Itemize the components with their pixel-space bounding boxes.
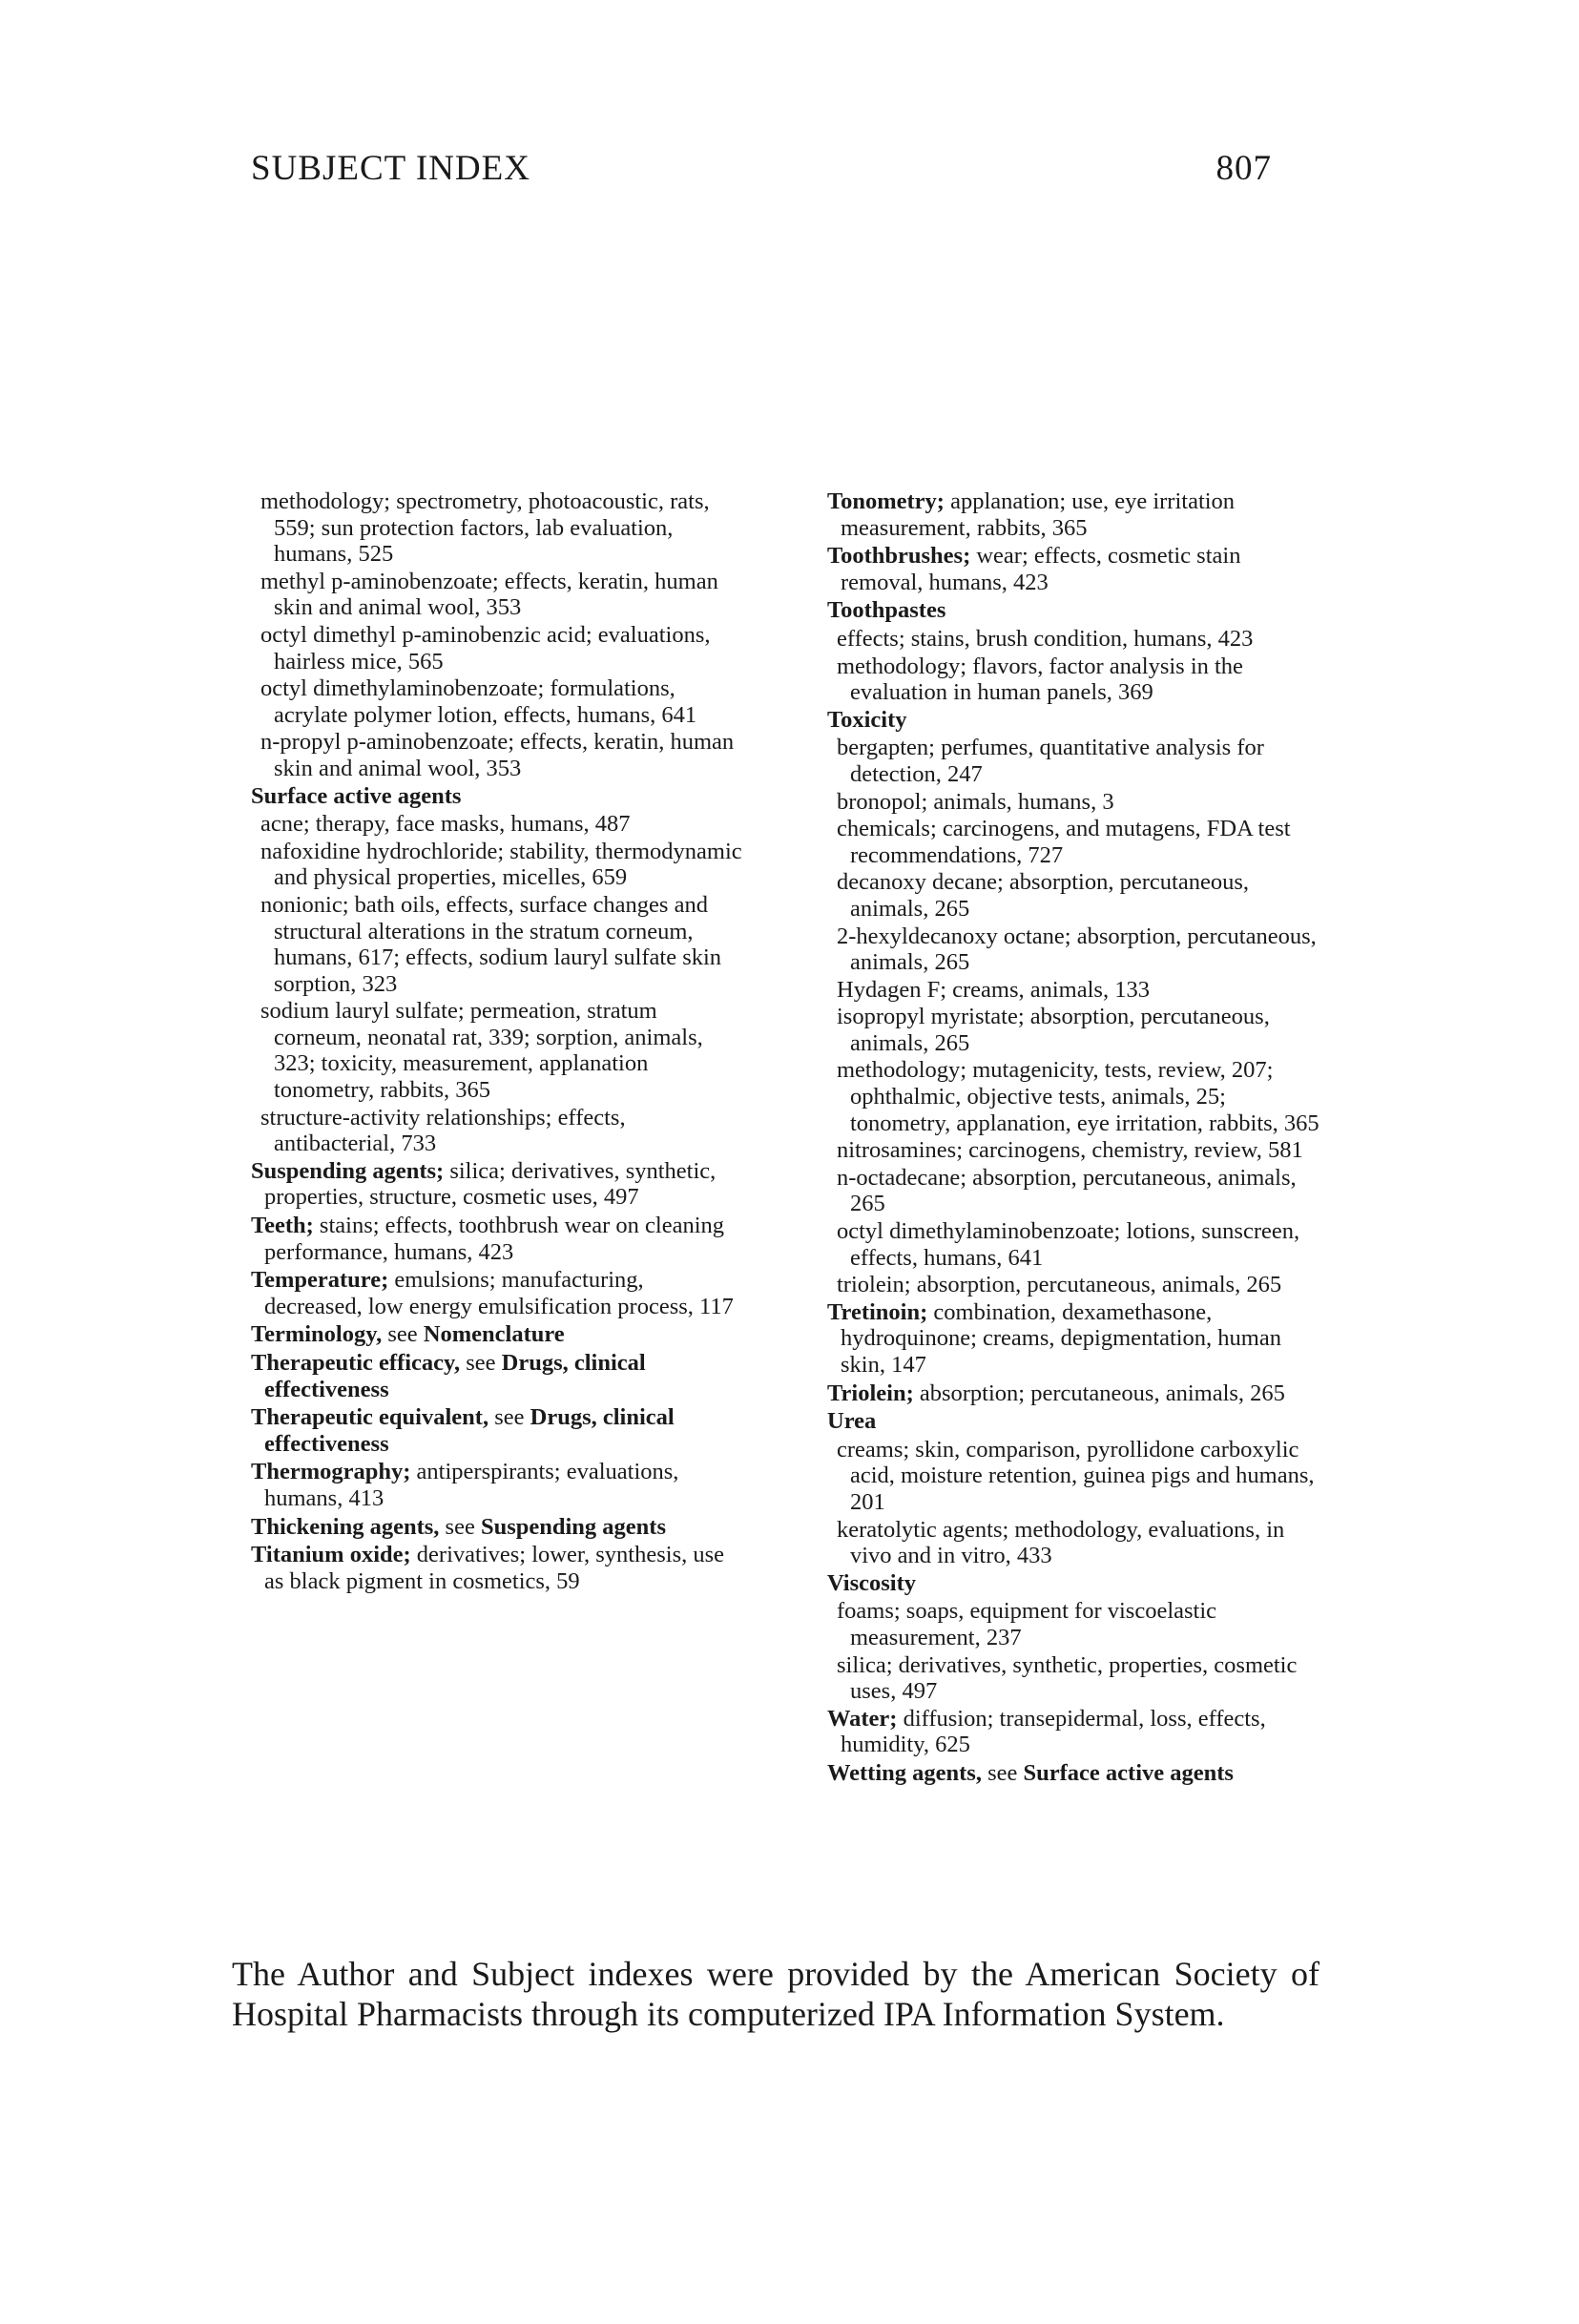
- index-entry: [251, 1459, 747, 1511]
- index-subentry: effects; stains, brush condition, humans, 423: [837, 625, 1254, 652]
- index-entry-text: antiperspirants; evaluations, humans, 413: [264, 1459, 679, 1511]
- index-entry: [251, 1542, 747, 1594]
- page-number: 807: [1215, 149, 1272, 188]
- index-subentry: isopropyl myristate; absorption, percutaneous, animals, 265: [837, 1004, 1270, 1056]
- index-entry-text: see: [488, 1404, 530, 1431]
- index-entry-text: see: [439, 1513, 481, 1540]
- cross-reference: Surface active agents: [1023, 1759, 1234, 1786]
- index-entry-text: wear; effects, cosmetic stain removal, humans, 423: [841, 543, 1241, 595]
- index-subentry: nitrosamines; carcinogens, chemistry, review, 581: [837, 1137, 1303, 1164]
- index-subentry: octyl dimethyl p-aminobenzic acid; evaluations, hairless mice, 565: [260, 621, 711, 674]
- index-subentry: sodium lauryl sulfate; permeation, stratum corneum, neonatal rat, 339; sorption, animals, 323; toxicity, measurement, applanation tonometry, rabbits, 365: [260, 998, 703, 1104]
- cross-reference: Drugs, clinical effectiveness: [264, 1404, 675, 1457]
- index-column-right: [827, 488, 1323, 1789]
- continued-subentries: [251, 488, 747, 782]
- index-heading: Water;: [827, 1705, 898, 1732]
- index-heading: Thermography;: [251, 1459, 411, 1485]
- index-entry: [827, 1408, 1323, 1435]
- index-subentry: methodology; flavors, factor analysis in the evaluation in human panels, 369: [837, 653, 1243, 706]
- index-heading: Surface active agents: [251, 782, 462, 809]
- index-subentry: structure-activity relationships; effects, antibacterial, 733: [260, 1104, 626, 1157]
- index-entry: [251, 1321, 747, 1348]
- index-heading: Tonometry;: [827, 488, 945, 514]
- right-entries: [827, 488, 1323, 1787]
- index-entry-text: see: [981, 1759, 1024, 1786]
- index-heading: Temperature;: [251, 1267, 389, 1294]
- index-entry: [251, 1267, 747, 1319]
- index-heading: Therapeutic equivalent,: [251, 1404, 489, 1431]
- index-heading: Toothbrushes;: [827, 543, 971, 570]
- index-subentry: 2-hexyldecanoxy octane; absorption, percutaneous, animals, 265: [837, 923, 1317, 976]
- index-subentry: acne; therapy, face masks, humans, 487: [260, 811, 631, 838]
- index-entry: [251, 1350, 747, 1402]
- index-heading: Viscosity: [827, 1569, 916, 1596]
- index-entry-text: diffusion; transepidermal, loss, effects, humidity, 625: [841, 1705, 1266, 1758]
- index-heading: Thickening agents,: [251, 1513, 440, 1540]
- index-heading: Therapeutic efficacy,: [251, 1350, 461, 1376]
- index-heading: Wetting agents,: [827, 1759, 982, 1786]
- index-subentry: decanoxy decane; absorption, percutaneous, animals, 265: [837, 869, 1249, 922]
- index-entry: [827, 707, 1323, 734]
- index-subentry: methodology; mutagenicity, tests, review, 207; ophthalmic, objective tests, animals, 25; tonometry, applanation, eye irritation, rabbits, 365: [837, 1057, 1319, 1136]
- index-entry-text: silica; derivatives, synthetic, properties, structure, cosmetic uses, 497: [264, 1157, 717, 1211]
- index-subentry: chemicals; carcinogens, and mutagens, FDA test recommendations, 727: [837, 816, 1291, 868]
- footer-note: [232, 1954, 1319, 2034]
- index-entry: [827, 1760, 1323, 1787]
- index-entry-text: see: [382, 1321, 424, 1348]
- index-subentry: nafoxidine hydrochloride; stability, thermodynamic and physical properties, micelles, 659: [260, 838, 742, 891]
- index-entry: [251, 1514, 747, 1541]
- index-subentry: foams; soaps, equipment for viscoelastic measurement, 237: [837, 1598, 1217, 1650]
- index-entry: [251, 1213, 747, 1265]
- index-subentry: methyl p-aminobenzoate; effects, keratin, human skin and animal wool, 353: [260, 568, 718, 621]
- index-heading: Urea: [827, 1408, 877, 1435]
- index-heading: Toothpastes: [827, 597, 946, 624]
- index-column-left: [251, 488, 747, 1596]
- index-subentry: keratolytic agents; methodology, evaluations, in vivo and in vitro, 433: [837, 1516, 1285, 1569]
- left-entries: [251, 783, 747, 1595]
- index-heading: Teeth;: [251, 1213, 314, 1239]
- index-heading: Tretinoin;: [827, 1298, 928, 1325]
- index-subentry: n-octadecane; absorption, percutaneous, animals, 265: [837, 1164, 1297, 1217]
- index-heading: Titanium oxide;: [251, 1542, 411, 1568]
- index-entry: [827, 543, 1323, 595]
- index-entry: [251, 783, 747, 810]
- index-subentry: Hydagen F; creams, animals, 133: [837, 976, 1150, 1003]
- index-entry-text: combination, dexamethasone, hydroquinone; creams, depigmentation, human skin, 147: [841, 1298, 1281, 1378]
- index-entry-text: see: [460, 1350, 502, 1376]
- index-heading: Terminology,: [251, 1321, 383, 1348]
- cross-reference: Nomenclature: [423, 1321, 565, 1348]
- index-subentry: octyl dimethylaminobenzoate; lotions, sunscreen, effects, humans, 641: [837, 1218, 1300, 1271]
- index-entry: [827, 1380, 1323, 1407]
- index-entry: [827, 1570, 1323, 1597]
- index-entry-text: applanation; use, eye irritation measurement, rabbits, 365: [841, 488, 1236, 541]
- index-subentry: methodology; spectrometry, photoacoustic, rats, 559; sun protection factors, lab evaluation, humans, 525: [260, 488, 710, 568]
- index-heading: Triolein;: [827, 1380, 914, 1406]
- index-subentry: bronopol; animals, humans, 3: [837, 788, 1114, 815]
- index-entry: [827, 1299, 1323, 1379]
- running-title: SUBJECT INDEX: [251, 149, 530, 188]
- index-entry-text: stains; effects, toothbrush wear on cleaning performance, humans, 423: [264, 1213, 725, 1265]
- index-subentry: bergapten; perfumes, quantitative analysis for detection, 247: [837, 735, 1264, 787]
- index-entry: [251, 1404, 747, 1457]
- index-entry-text: derivatives; lower, synthesis, use as black pigment in cosmetics, 59: [264, 1542, 725, 1594]
- footer-text: The Author and Subject indexes were provided by the American Society of Hospital Pharmacists through its computerized IPA Information System.: [232, 1955, 1319, 2033]
- index-entry: [827, 488, 1323, 541]
- index-subentry: nonionic; bath oils, effects, surface changes and structural alterations in the stratum corneum, humans, 617; effects, sodium lauryl sulfate skin sorption, 323: [260, 891, 722, 997]
- index-entry: [251, 1158, 747, 1211]
- index-subentry: triolein; absorption, percutaneous, animals, 265: [837, 1272, 1282, 1298]
- cross-reference: Suspending agents: [480, 1513, 666, 1540]
- index-heading: Suspending agents;: [251, 1157, 445, 1184]
- index-entry-text: absorption; percutaneous, animals, 265: [913, 1380, 1285, 1406]
- index-heading: Toxicity: [827, 706, 907, 733]
- index-subentry: creams; skin, comparison, pyrollidone carboxylic acid, moisture retention, guinea pigs and humans, 201: [837, 1436, 1315, 1515]
- index-subentry: n-propyl p-aminobenzoate; effects, keratin, human skin and animal wool, 353: [260, 729, 735, 781]
- index-subentry: octyl dimethylaminobenzoate; formulations, acrylate polymer lotion, effects, humans, 641: [260, 675, 697, 728]
- index-subentry: silica; derivatives, synthetic, properties, cosmetic uses, 497: [837, 1651, 1298, 1705]
- index-entry: [827, 597, 1323, 624]
- cross-reference: Drugs, clinical effectiveness: [264, 1350, 646, 1402]
- index-entry-text: emulsions; manufacturing, decreased, low energy emulsification process, 117: [264, 1267, 734, 1319]
- index-entry: [827, 1706, 1323, 1758]
